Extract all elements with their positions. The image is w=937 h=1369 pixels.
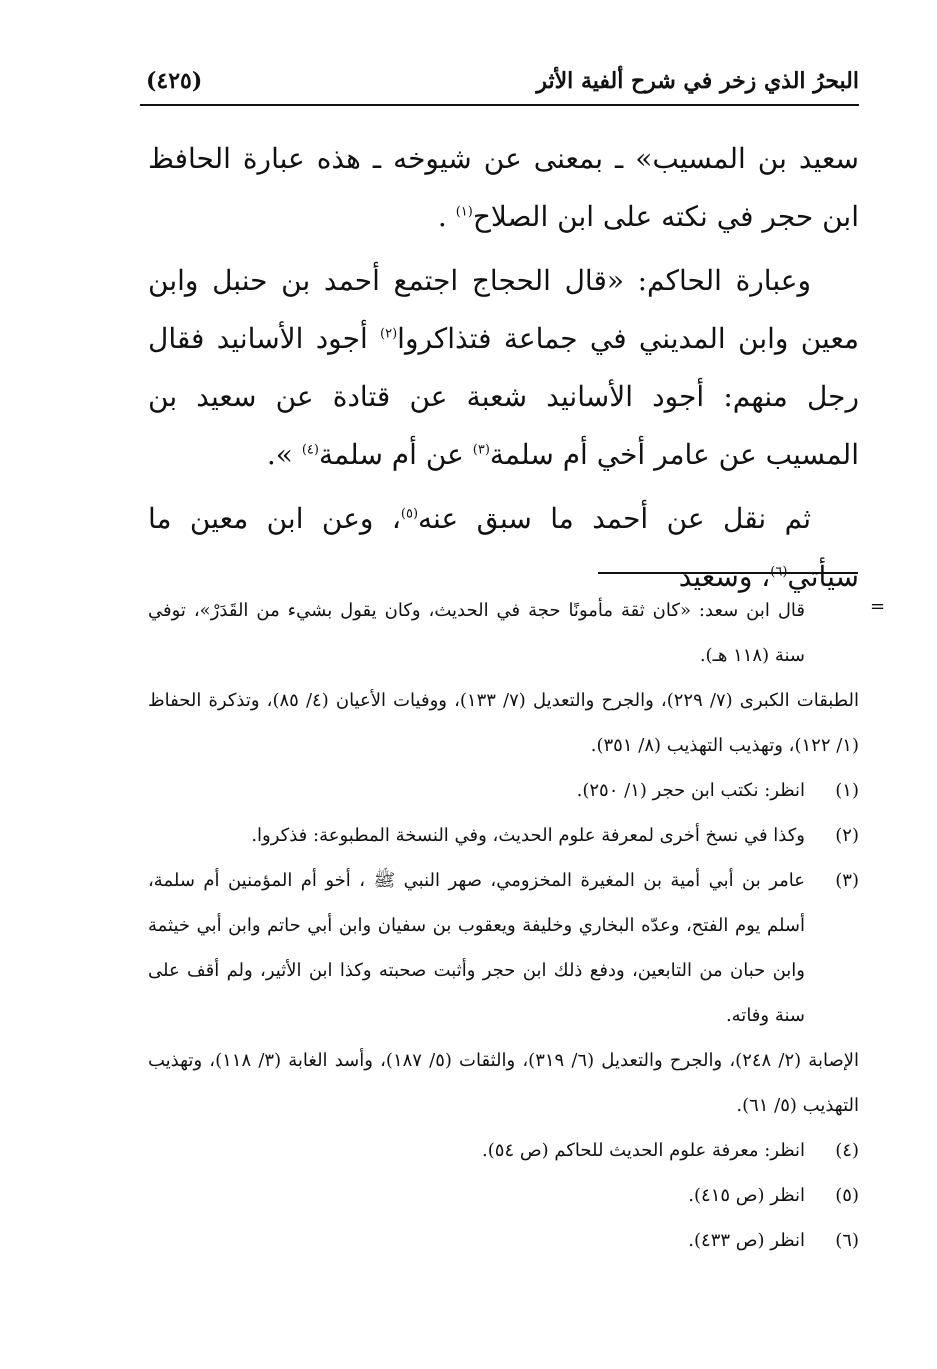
footnote-continuation-sources: الطبقات الكبرى (٧/ ٢٢٩)، والجرح والتعديل (٧/ ١٣٣)، ووفيات الأعيان (٤/ ٨٥)، وتذكرة الحفاظ (١/ ١٢٢)، وتهذيب التهذيب (٨/ ٣٥١). [148,690,859,756]
footnote-text: انظر (ص ٤١٥). [688,1185,805,1206]
paragraph-3: ثم نقل عن أحمد ما سبق عنه$^{(٥)}$، وعن ابن معين ما سيأتي$^{(٦)}$، وسعيد [148,502,859,593]
footnote-ref-6[interactable]: (٦) [770,564,788,580]
footnote-number: (٥) [835,1185,859,1206]
footnote-ref-5[interactable]: (٥) [400,506,419,522]
footnote-text: انظر: معرفة علوم الحديث للحاكم (ص ٥٤). [482,1140,805,1161]
footnote-ref-1[interactable]: (١) [455,204,473,220]
footnote-4 [148,1128,859,1173]
footnote-number: (٦) [835,1230,859,1251]
footnote-number: (١) [835,780,859,801]
paragraph-2: وعبارة الحاكم: «قال الحجاج اجتمع أحمد بن حنبل وابن معين وابن المديني في جماعة فتذاكروا$^{(٢)}$ أجود الأسانيد فقال رجل منهم: أجود الأسانيد شعبة عن قتادة عن سعيد بن المسيب عن عامر أخي أم سلمة$^{(٣)}$ عن أم سلمة$^{(٤)}$ ». [148,264,859,471]
footnotes [148,588,859,1263]
main-text [148,130,859,606]
footnote-number: (٢) [835,825,859,846]
footnote-text: عامر بن أبي أمية بن المغيرة المخزومي، صهر النبي ﷺ ، أخو أم المؤمنين أم سلمة، أسلم يوم الفتح، وعدّه البخاري وخليفة ويعقوب بن سفيان وابن أبي حاتم وابن أبي خيثمة وابن حبان من التابعين، ودفع ذلك ابن حجر وأثبت صحبته وكذا ابن الأثير، ولم أقف على سنة وفاته. [148,870,805,1026]
footnote-text: انظر (ص ٤٣٣). [688,1230,805,1251]
footnote-2 [148,813,859,858]
footnote-3-sources: الإصابة (٢/ ٢٤٨)، والجرح والتعديل (٦/ ٣١٩)، والثقات (٥/ ١٨٧)، وأسد الغابة (٣/ ١١٨)، وتهذيب التهذيب (٥/ ٦١). [148,1050,860,1116]
page-number: (٤٢٥) [146,68,203,94]
footnote-3 [148,858,859,1038]
footnote-number: (٣) [835,870,859,891]
footnote-ref-3[interactable]: (٣) [472,442,490,458]
footnote-text: وكذا في نسخ أخرى لمعرفة علوم الحديث، وفي النسخة المطبوعة: فذكروا. [251,825,805,846]
footnote-continuation: قال ابن سعد: «كان ثقة مأمونًا حجة في الحديث، وكان يقول بشيء من القَدَرْ»، توفي سنة (١١٨ هـ). [148,600,805,666]
footnote-ref-4[interactable]: (٤) [301,442,319,458]
footnote-separator [598,572,858,574]
footnote-number: (٤) [835,1140,859,1161]
running-header [140,64,859,106]
footnote-5 [148,1173,859,1218]
footnote-ref-2[interactable]: (٢) [380,326,398,342]
paragraph-1: سعيد بن المسيب» ـ بمعنى عن شيوخه ـ هذه عبارة الحافظ ابن حجر في نكته على ابن الصلاح$^{(١)}$ . [148,142,859,233]
footnote-6 [148,1218,859,1263]
footnote-1 [148,768,859,813]
continuation-mark: = [870,596,886,617]
book-title: البحرُ الذي زخر في شرح ألفية الأثر [536,68,859,94]
footnote-text: انظر: نكتب ابن حجر (١/ ٢٥٠). [576,780,805,801]
